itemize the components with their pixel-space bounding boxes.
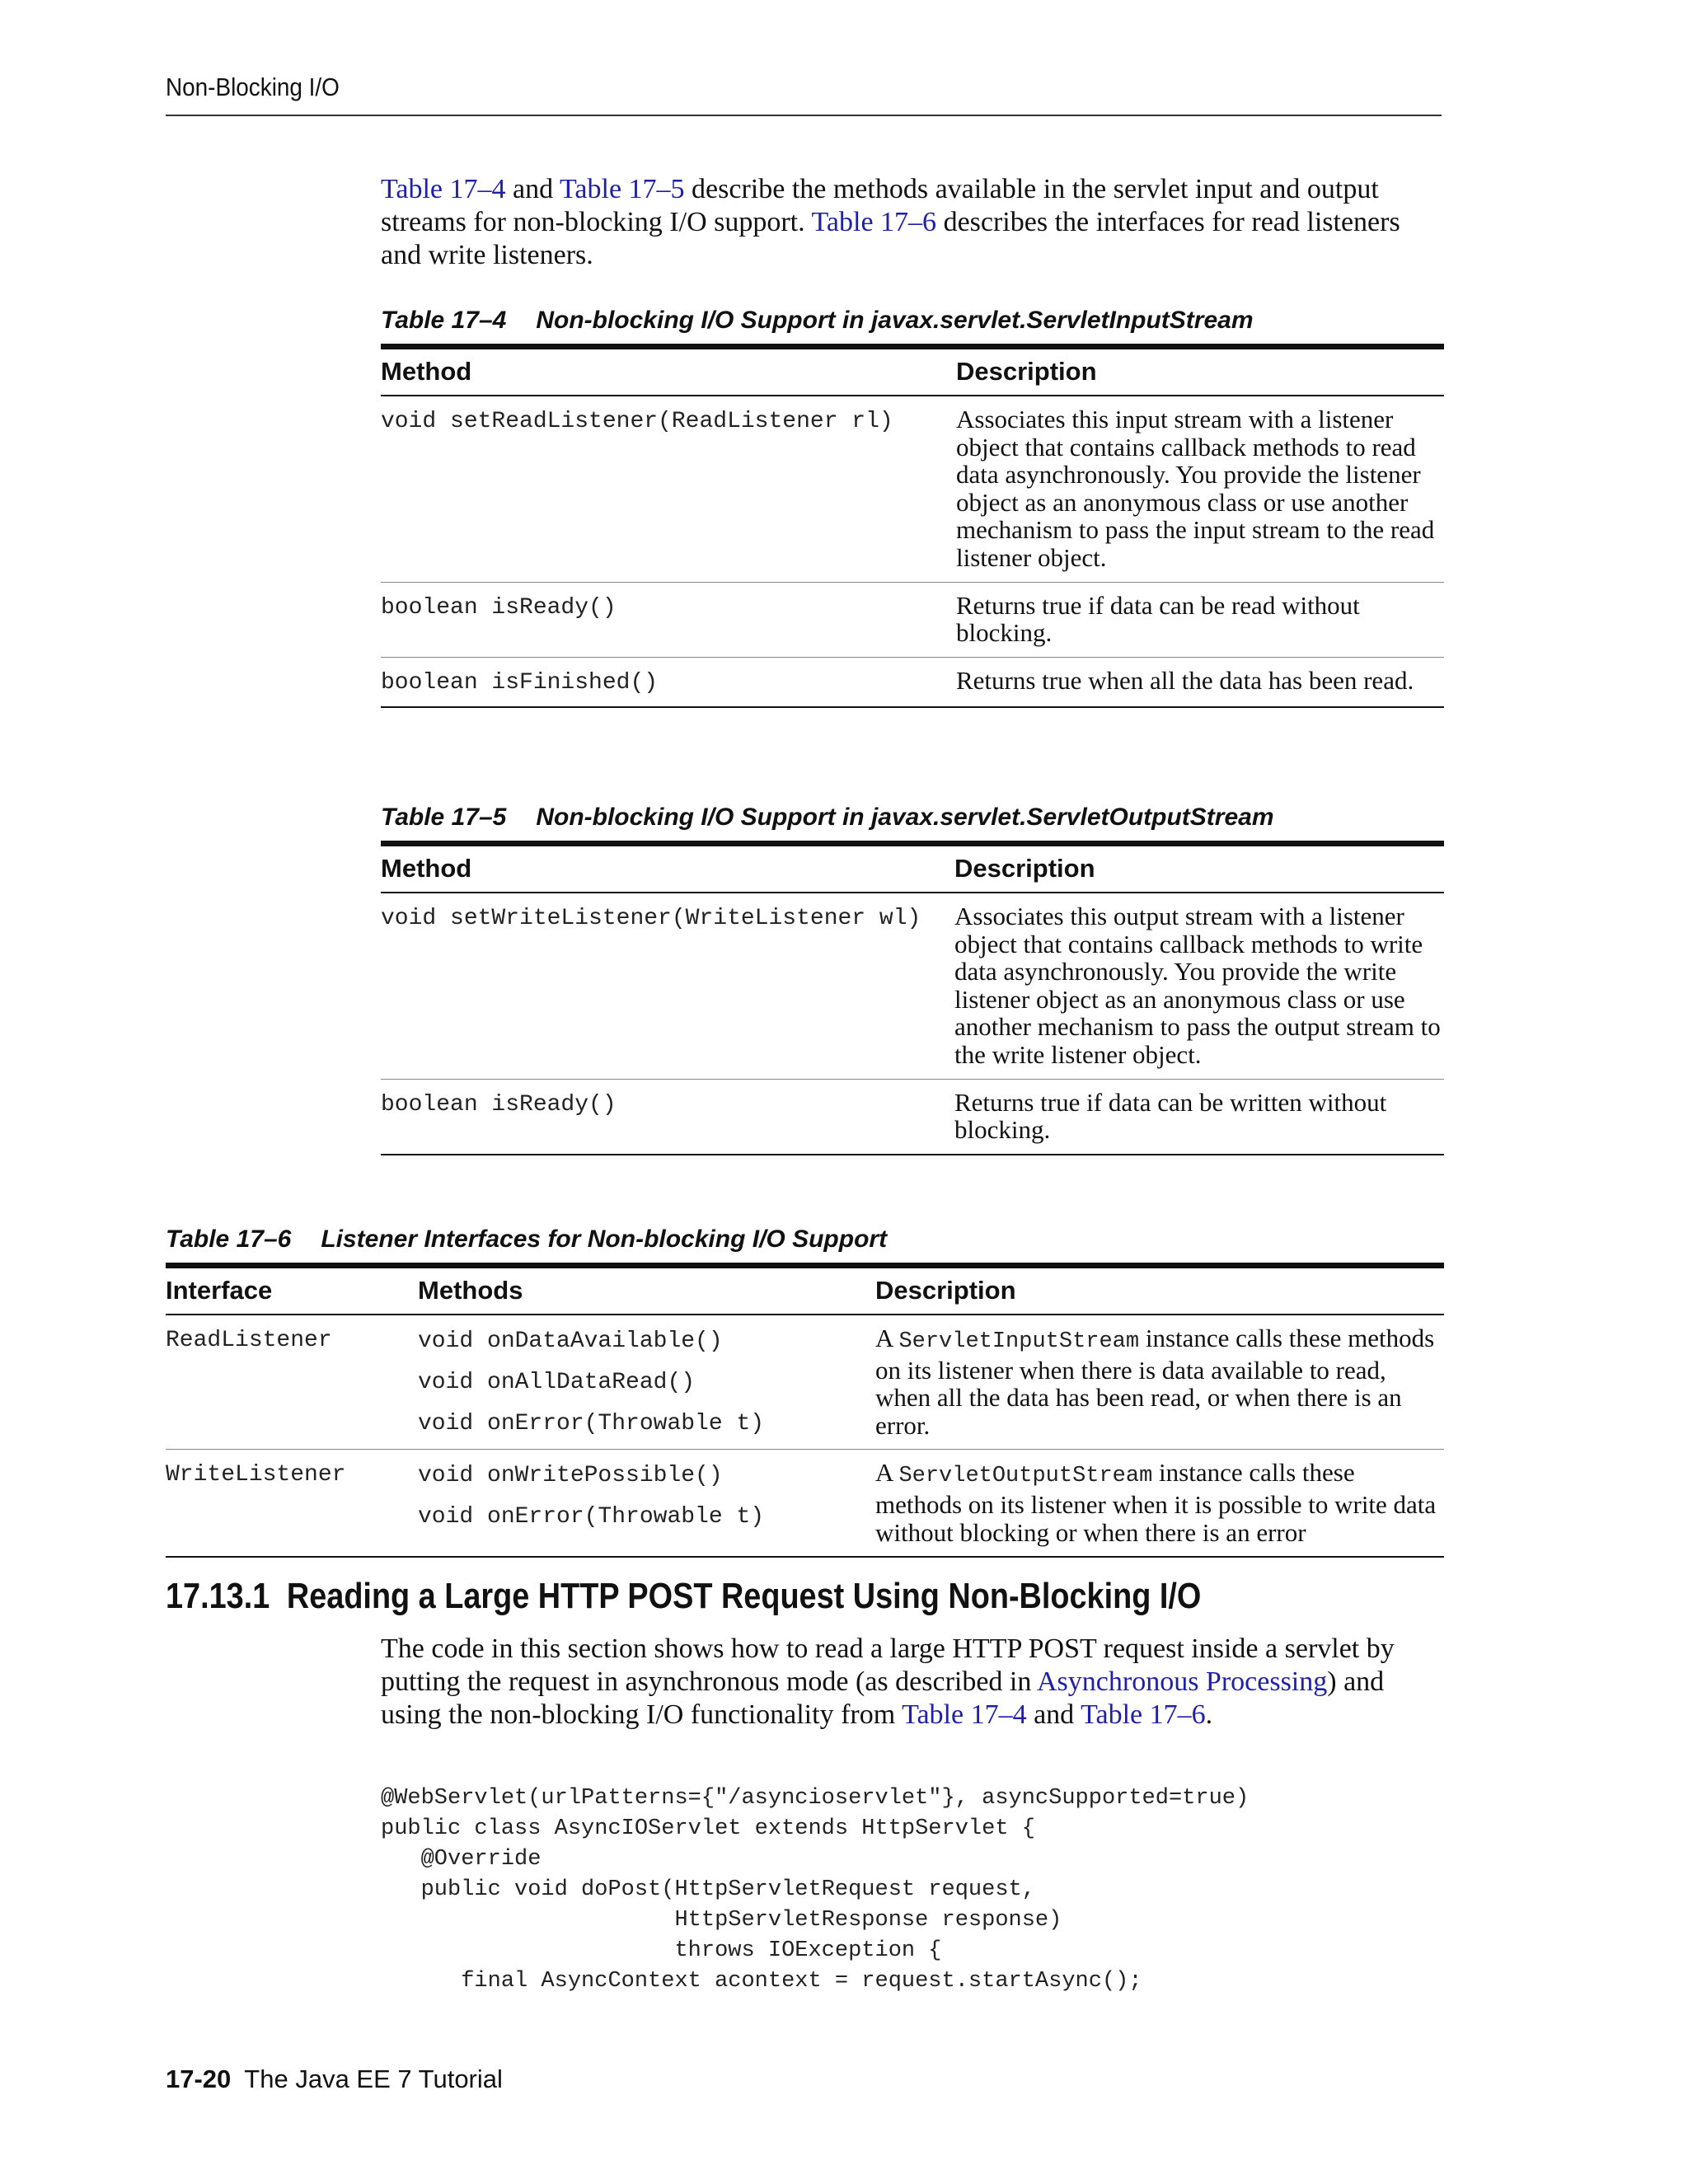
description-cell: Returns true if data can be written without blocking. (954, 1087, 1387, 1145)
description-cell: Associates this output stream with a listener object that contains callback methods to write data asynchronously. You provide the write listener object as an anonymous class or use another mechanism to pass the output stream to the write listener object. (954, 902, 1441, 1069)
page-footer (166, 2064, 503, 2094)
intro-text: and (505, 174, 560, 204)
interface-cell: ReadListener (166, 1328, 332, 1353)
table-17-6 (166, 1225, 1444, 1558)
running-header: Non-Blocking I/O (166, 73, 340, 101)
column-header-description: Description (954, 854, 1095, 883)
section-heading (166, 1576, 1201, 1617)
table-row (381, 396, 1444, 582)
link-table-17-4[interactable]: Table 17–4 (902, 1699, 1027, 1730)
section-title: Reading a Large HTTP POST Request Using Non-Blocking I/O (286, 1576, 1202, 1616)
method-signature: void onError(Throwable t) (418, 1504, 765, 1530)
description-cell: Associates this input stream with a listener object that contains callback methods to read data asynchronously. You provide the listener object as an anonymous class or use another mechanism to pass the input stream to the read listener object. (956, 405, 1435, 572)
column-header-method: Method (381, 854, 472, 883)
listener-table (166, 1263, 1444, 1558)
table-header-row (166, 1266, 1444, 1315)
method-cell: boolean isReady() (381, 1091, 617, 1118)
link-table-17-4[interactable]: Table 17–4 (381, 174, 506, 204)
class-name-code: ServletOutputStream (898, 1464, 1153, 1489)
description-cell (875, 1450, 1444, 1557)
description-text: A (875, 1458, 899, 1488)
class-name-code: ServletInputStream (898, 1329, 1140, 1354)
section-number: 17.13.1 (166, 1576, 270, 1616)
description-text: A (875, 1324, 899, 1352)
book-title: The Java EE 7 Tutorial (244, 2064, 503, 2093)
method-cell: boolean isReady() (381, 594, 617, 621)
description-text: instance calls these methods on its listener when there is data available to read, when all the data has been read, or when there is an error. (875, 1324, 1435, 1440)
table-label: Table 17–5 (381, 804, 507, 831)
table-row (381, 893, 1444, 1079)
section-text: ) and using the non-blocking I/O functionality from (381, 1666, 1385, 1730)
link-table-17-6[interactable]: Table 17–6 (1081, 1699, 1206, 1730)
table-label: Table 17–6 (166, 1226, 292, 1253)
intro-paragraph (381, 173, 1444, 272)
method-cell: boolean isFinished() (381, 669, 659, 696)
table-header-row (381, 844, 1444, 893)
table-row (166, 1450, 1444, 1557)
table-header-row (381, 347, 1444, 396)
table-title: Non-blocking I/O Support in javax.servlet.ServletInputStream (536, 307, 1254, 334)
table-caption (381, 803, 1444, 832)
code-sample: @WebServlet(urlPatterns={"/asyncioservlet"}, asyncSupported=true) public class AsyncIOServlet extends HttpServlet { @Override public void doPost(HttpServletRequest request, HttpServletResponse response) throws IOException { final AsyncContext acontext = request.startAsync(); (381, 1786, 1250, 1994)
methods-cell (418, 1315, 875, 1450)
method-cell: void setWriteListener(WriteListener wl) (381, 906, 921, 931)
column-header-methods: Methods (418, 1276, 523, 1305)
method-table (381, 344, 1444, 708)
link-table-17-6[interactable]: Table 17–6 (811, 207, 937, 237)
method-cell: void setReadListener(ReadListener rl) (381, 409, 893, 434)
table-row (381, 657, 1444, 707)
table-caption (166, 1225, 1444, 1254)
table-label: Table 17–4 (381, 307, 507, 334)
method-signature: void onDataAvailable() (418, 1329, 723, 1354)
description-cell: Returns true if data can be read without blocking. (956, 590, 1360, 648)
column-header-description: Description (956, 357, 1097, 386)
method-signature: void onAllDataRead() (418, 1370, 696, 1395)
header-rule (166, 115, 1442, 116)
description-cell: Returns true when all the data has been read. (956, 665, 1414, 695)
section-text: and (1026, 1699, 1081, 1730)
interface-cell: WriteListener (166, 1462, 346, 1488)
table-row (381, 582, 1444, 657)
link-asynchronous-processing[interactable]: Asynchronous Processing (1037, 1666, 1328, 1697)
table-row (381, 1079, 1444, 1155)
section-text: The code in this section shows how to read a large HTTP POST request inside a servlet by putting the request in asynchronous mode (as described in (381, 1633, 1395, 1697)
intro-text: describe the methods available in the servlet input and output streams for non-blocking I/O support. (381, 174, 1379, 237)
table-title: Listener Interfaces for Non-blocking I/O Support (321, 1226, 888, 1253)
description-cell (875, 1315, 1444, 1450)
link-table-17-5[interactable]: Table 17–5 (560, 174, 685, 204)
column-header-interface: Interface (166, 1276, 273, 1305)
column-header-description: Description (875, 1276, 1016, 1305)
section-text: . (1205, 1699, 1213, 1730)
intro-text: describes the interfaces for read listeners and write listeners. (381, 207, 1400, 270)
table-title: Non-blocking I/O Support in javax.servlet.ServletOutputStream (536, 804, 1274, 831)
table-17-4 (381, 306, 1444, 708)
table-row (166, 1315, 1444, 1450)
description-text: instance calls these methods on its listener when it is possible to write data without blocking or when there is an error (875, 1458, 1437, 1547)
table-17-5 (381, 803, 1444, 1155)
table-caption (381, 306, 1444, 335)
column-header-method: Method (381, 357, 472, 386)
methods-cell (418, 1450, 875, 1557)
method-signature: void onWritePossible() (418, 1463, 723, 1489)
method-signature: void onError(Throwable t) (418, 1411, 765, 1436)
method-table (381, 841, 1444, 1155)
section-paragraph (381, 1633, 1444, 1732)
page-number: 17-20 (166, 2064, 232, 2093)
